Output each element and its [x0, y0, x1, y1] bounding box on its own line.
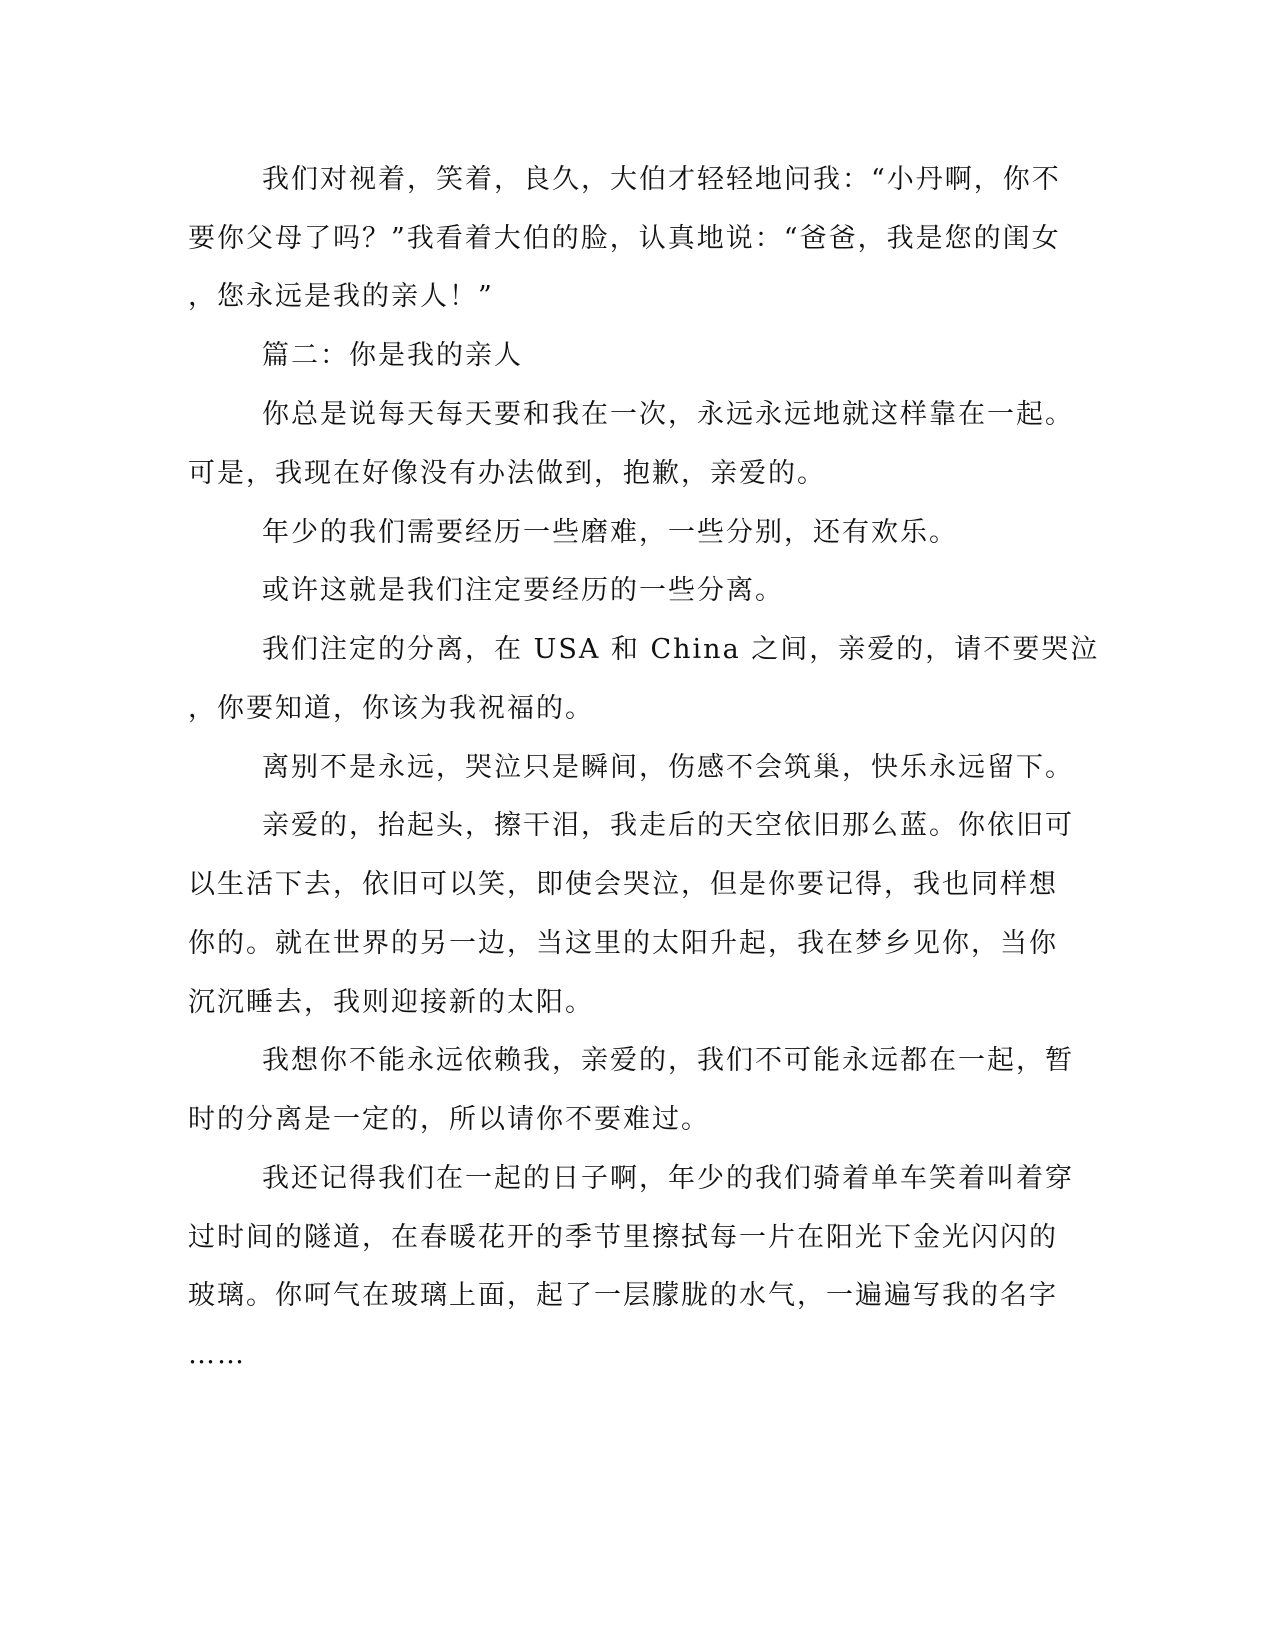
- paragraph-line: 年少的我们需要经历一些磨难，一些分别，还有欢乐。: [262, 517, 958, 548]
- paragraph-line: 要你父母了吗？”我看着大伯的脸，认真地说：“爸爸，我是您的闺女: [188, 223, 1061, 254]
- paragraph-line: 离别不是永远，哭泣只是瞬间，伤感不会筑巢，快乐永远留下。: [262, 752, 1074, 783]
- paragraph-line: 以生活下去，依旧可以笑，即使会哭泣，但是你要记得，我也同样想: [188, 869, 1058, 900]
- paragraph-line: 你总是说每天每天要和我在一次，永远永远地就这样靠在一起。: [262, 399, 1074, 430]
- paragraph-line: 你的。就在世界的另一边，当这里的太阳升起，我在梦乡见你，当你: [188, 928, 1058, 959]
- paragraph-line: 我们注定的分离，在 USA 和 China 之间，亲爱的，请不要哭泣: [262, 634, 1100, 665]
- paragraph-line: 我想你不能永远依赖我，亲爱的，我们不可能永远都在一起，暂: [262, 1045, 1074, 1076]
- paragraph-line: 沉沉睡去，我则迎接新的太阳。: [188, 987, 594, 1018]
- paragraph-line: 我还记得我们在一起的日子啊，年少的我们骑着单车笑着叫着穿: [262, 1163, 1074, 1194]
- ellipsis-line: ……: [188, 1339, 246, 1370]
- paragraph-line: 玻璃。你呵气在玻璃上面，起了一层朦胧的水气，一遍遍写我的名字: [188, 1280, 1058, 1311]
- paragraph-line: 时的分离是一定的，所以请你不要难过。: [188, 1104, 710, 1135]
- paragraph-line: 亲爱的，抬起头，擦干泪，我走后的天空依旧那么蓝。你依旧可: [262, 810, 1074, 841]
- paragraph-line: 我们对视着，笑着，良久，大伯才轻轻地问我：“小丹啊，你不: [262, 164, 1061, 195]
- paragraph-line: 或许这就是我们注定要经历的一些分离。: [262, 575, 784, 606]
- paragraph-line: ，您永远是我的亲人！”: [188, 281, 494, 312]
- paragraph-line: ，你要知道，你该为我祝福的。: [188, 693, 594, 724]
- paragraph-line: 过时间的隧道，在春暖花开的季节里擦拭每一片在阳光下金光闪闪的: [188, 1222, 1058, 1253]
- paragraph-line: 可是，我现在好像没有办法做到，抱歉，亲爱的。: [188, 458, 826, 489]
- section-heading: 篇二：你是我的亲人: [262, 340, 523, 371]
